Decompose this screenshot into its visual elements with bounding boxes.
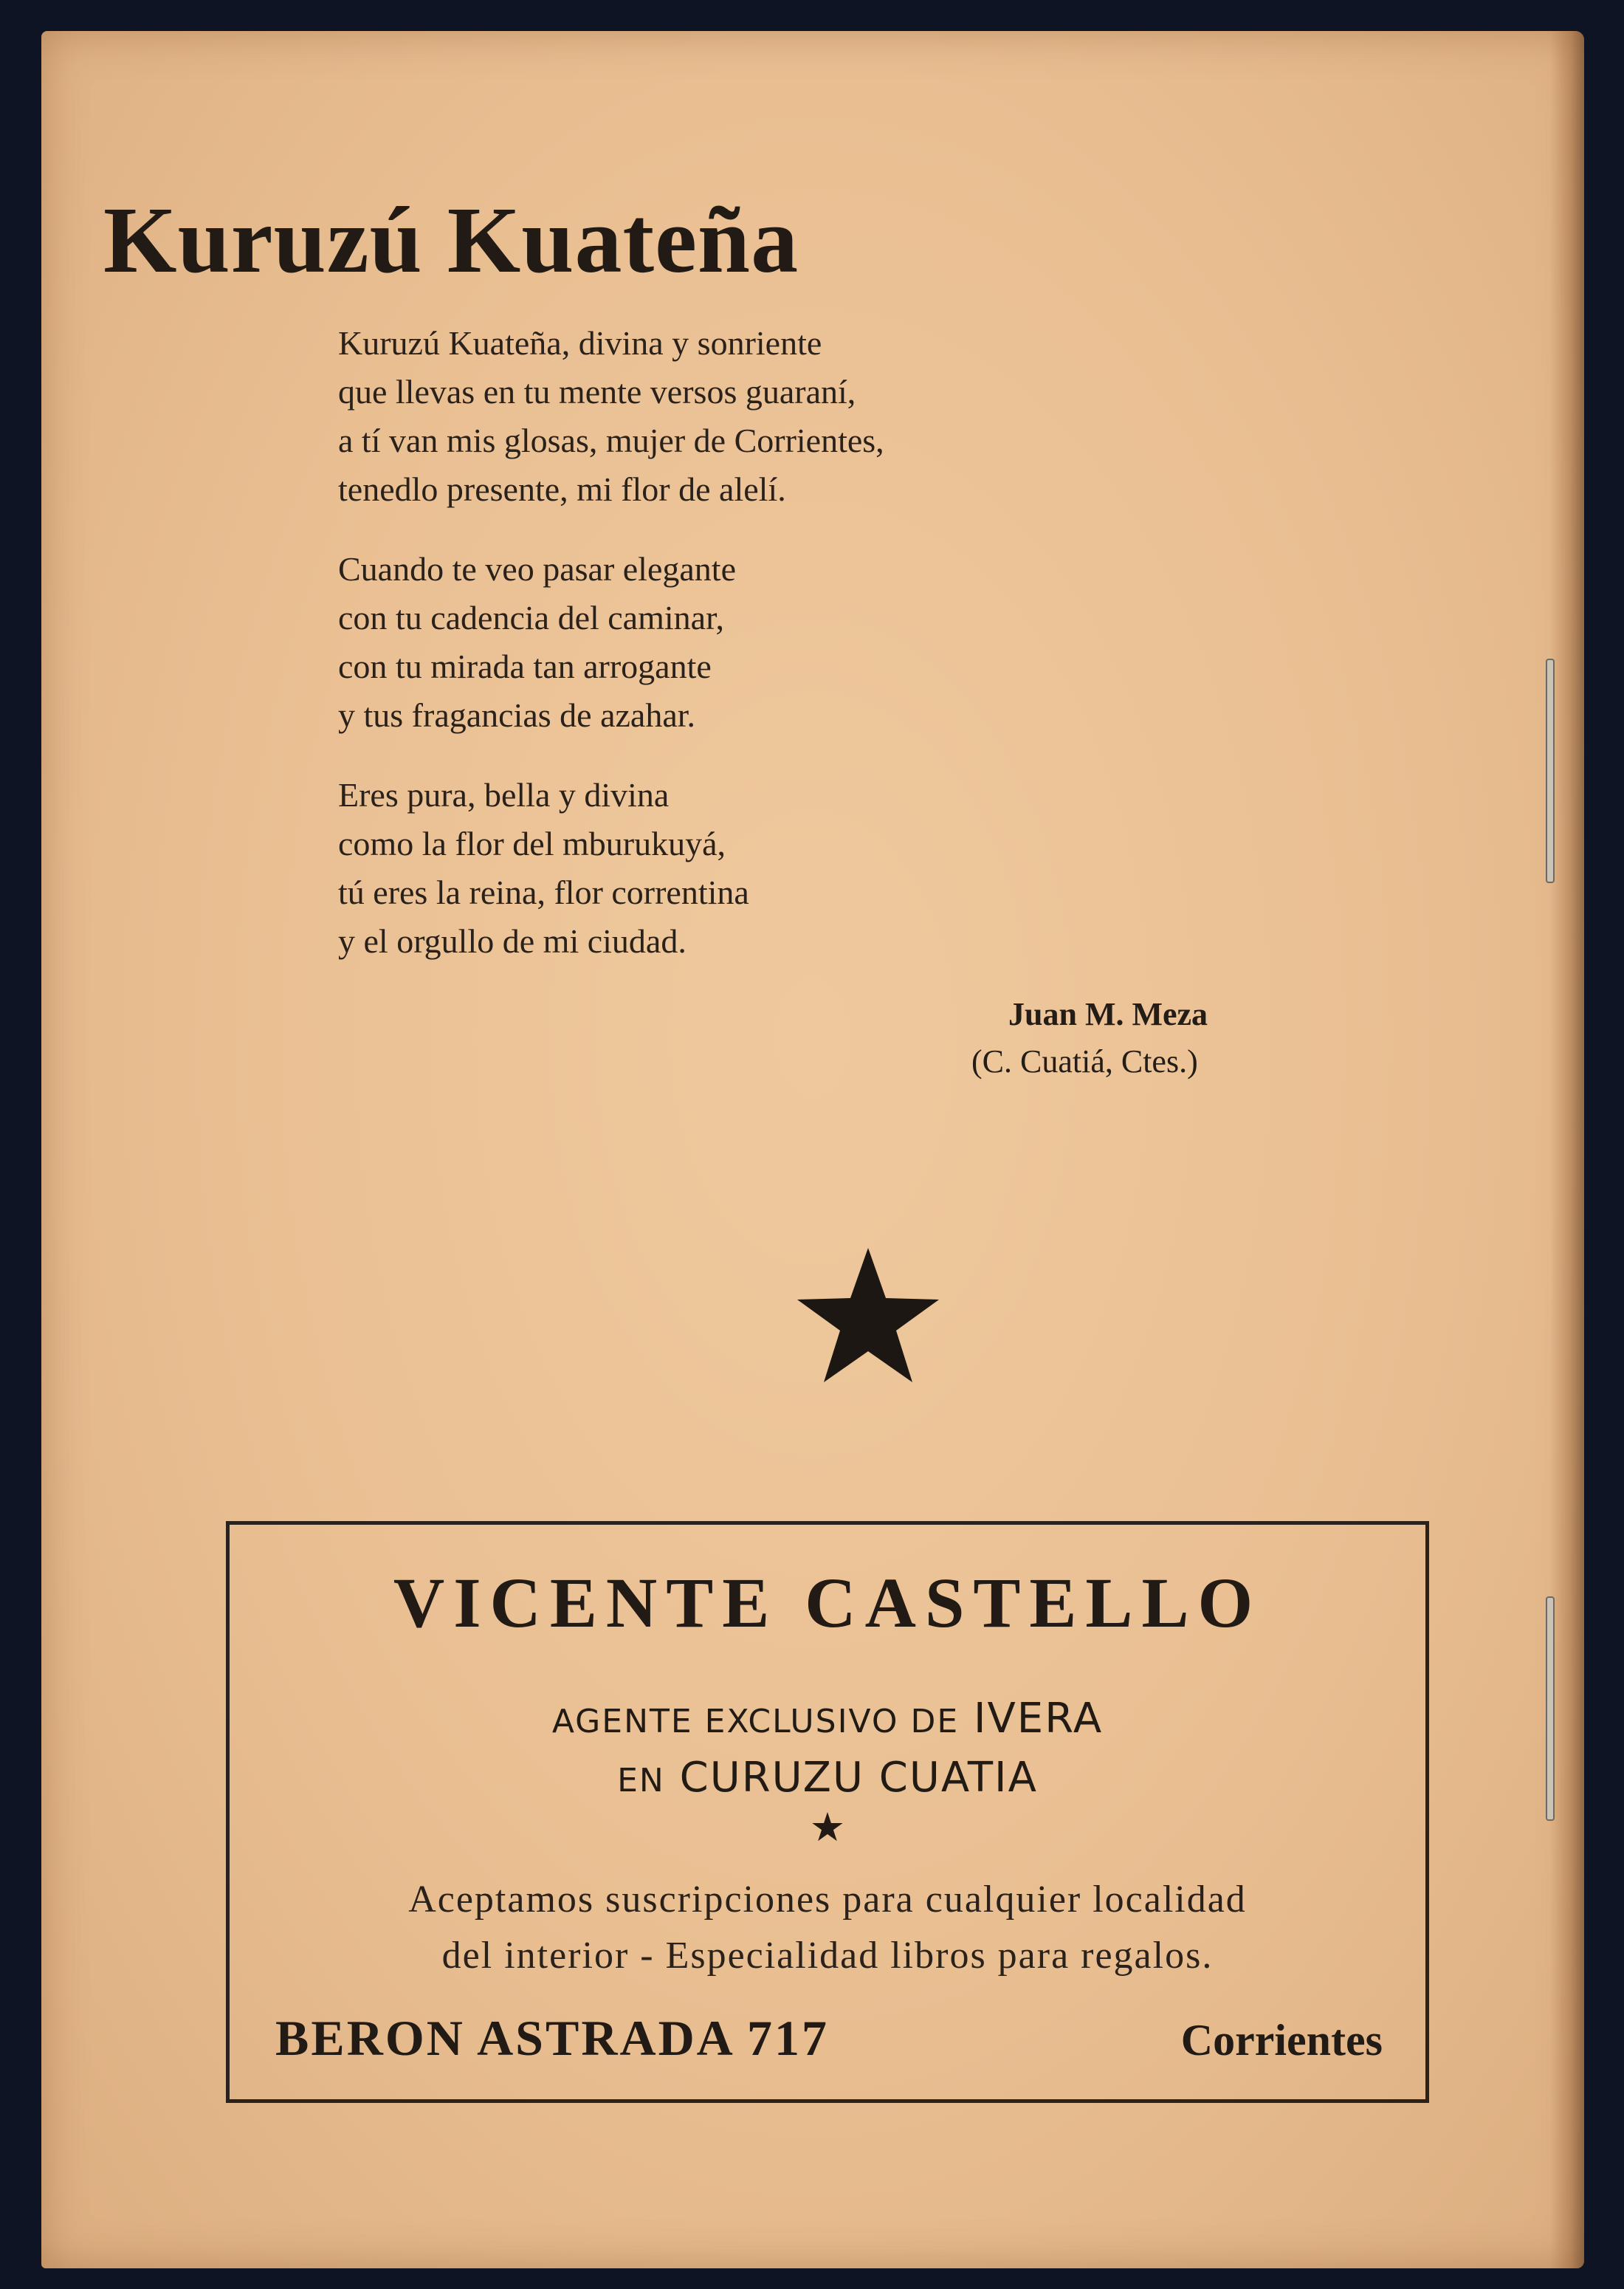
poem-line: Kuruzú Kuateña, divina y sonriente <box>338 324 822 362</box>
poem-line: Cuando te veo pasar elegante <box>338 550 736 588</box>
poem-line: y el orgullo de mi ciudad. <box>338 922 687 960</box>
page-edge-shadow <box>1550 31 1584 2268</box>
poem-line: tenedlo presente, mi flor de alelí. <box>338 470 786 508</box>
ad-agent-line <box>230 1695 1425 1743</box>
poem-line: que llevas en tu mente versos guaraní, <box>338 373 856 411</box>
ad-agent-brand: IVERA <box>973 1695 1104 1743</box>
advertisement-box <box>226 1521 1429 2103</box>
stanza-3 <box>338 771 884 966</box>
author-place: (C. Cuatiá, Ctes.) <box>971 1043 1198 1080</box>
ad-location-name: CURUZU CUATIA <box>679 1754 1038 1802</box>
ad-city: Corrientes <box>1180 2016 1383 2065</box>
poem-line: como la flor del mburukuyá, <box>338 825 726 862</box>
ad-text-line: Aceptamos suscripciones para cualquier localidad <box>408 1878 1247 1921</box>
book-page <box>41 31 1584 2268</box>
poem-author <box>971 991 1208 1085</box>
ad-text-line: del interior - Especialidad libros para regalos. <box>441 1935 1214 1977</box>
staple-bottom <box>1546 1596 1555 1821</box>
poem-line: con tu cadencia del caminar, <box>338 599 725 636</box>
poem-body <box>338 319 884 997</box>
poem-line: Eres pura, bella y divina <box>338 776 670 814</box>
ad-business-name: VICENTE CASTELLO <box>393 1563 1262 1642</box>
poem-line: con tu mirada tan arrogante <box>338 648 712 685</box>
ad-agent-text: AGENTE EXCLUSIVO DE <box>551 1703 960 1740</box>
poem-title: Kuruzú Kuateña <box>103 188 799 292</box>
stanza-2 <box>338 545 884 740</box>
poem-line: tú eres la reina, flor correntina <box>338 874 749 911</box>
poem-line: a tí van mis glosas, mujer de Corrientes, <box>338 422 884 459</box>
ad-location-prefix: EN <box>617 1762 665 1799</box>
ad-address: BERON ASTRADA 717 <box>275 2010 830 2066</box>
ad-star-icon: ★ <box>809 1805 846 1850</box>
ad-location-line <box>230 1754 1425 1802</box>
stanza-1 <box>338 319 884 514</box>
star-ornament-icon <box>794 1242 942 1390</box>
staple-top <box>1546 659 1555 883</box>
poem-line: y tus fragancias de azahar. <box>338 696 696 734</box>
author-name: Juan M. Meza <box>1008 996 1208 1032</box>
